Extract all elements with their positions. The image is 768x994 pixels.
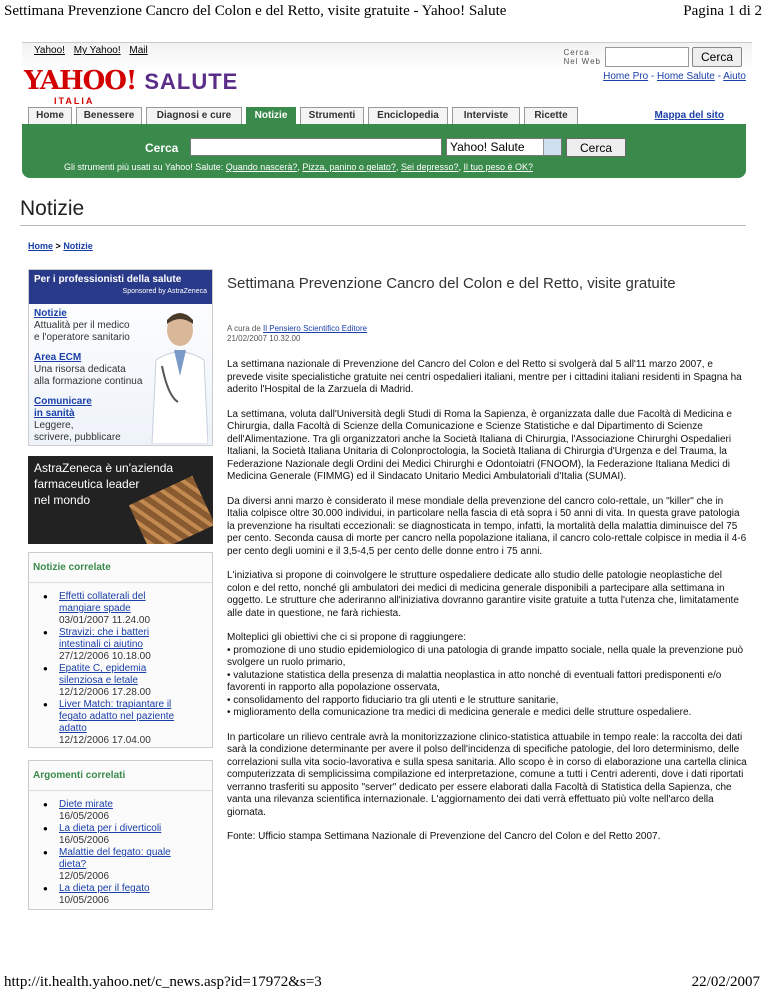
- related-news-box: [28, 552, 213, 748]
- tab-enciclopedia[interactable]: Enciclopedia: [368, 107, 448, 125]
- astrazeneca-ad[interactable]: AstraZeneca è un'azienda farmaceutica leader nel mondo: [28, 456, 213, 544]
- tab-notizie[interactable]: Notizie: [246, 107, 296, 125]
- print-footer: [0, 972, 768, 994]
- article-paragraph: Molteplici gli obiettivi che ci si propone di raggiungere: • promozione di uno studio epidemiologico di una patologia di grande impatto sociale, nella quale la prevenzione può svolgere un ruolo primario, • valutazione statistica della presenza di malattia neoplastica in atto nonché di eventuali fattori predisponenti e/o favorenti in rapporto alla popolazione osservata, • consolidamento del rapporto fiduciario tra gli utenti e le strutture sanitarie, • miglioramento della comunicazione tra medici di medicina generale e medici delle strutture ospedaliere.: [227, 632, 744, 718]
- print-title: Settimana Prevenzione Cancro del Colon e del Retto, visite gratuite - Yahoo! Salute: [4, 3, 507, 19]
- list-item: ● La dieta per il fegato 10/05/2006: [43, 883, 212, 907]
- list-item: ● Malattie del fegato: quale dieta? 12/05/2006: [43, 847, 212, 883]
- main-nav-tabs: [28, 107, 724, 125]
- quick-link-pizza[interactable]: Pizza, panino o gelato?: [302, 162, 396, 172]
- link-home-salute[interactable]: Home Salute: [657, 71, 715, 82]
- web-search: [563, 47, 742, 67]
- article-meta: A cura de Il Pensiero Scientifico Editore 21/02/2007 10.32.00: [227, 324, 368, 343]
- tab-ricette[interactable]: Ricette: [524, 107, 578, 125]
- title-divider: [20, 225, 746, 226]
- article-paragraph: Da diversi anni marzo è considerato il mese mondiale della prevenzione del cancro colo-rettale, un "killer" che in Italia colpisce oltre 30.000 individui, in particolare nella fascia di età sopra i 50 anni di vita. In questa grave patologia la prevenzione ha risultati eccezionali: se diagnosticata in tempo, infatti, la mortalità della malattia diminuisce del 75 per cento. Seconda causa di morte per cancro nella popolazione italiana, il cancro colo-rettale colpisce in media il 4-6 per cento degli uomini e il 3,5-4,5 per cento delle donne entro i 75 anni.: [227, 495, 747, 557]
- article-source: Fonte: Ufficio stampa Settimana Nazionale di Prevenzione del Cancro del Colon e del Retto 2007.: [227, 831, 661, 842]
- related-topics-title: Argomenti correlati: [29, 761, 212, 791]
- doctor-image: [148, 306, 208, 444]
- list-item: ● Liver Match: trapiantare il fegato adatto nel paziente adatto 12/12/2006 17.04.00: [43, 699, 212, 747]
- promo-header: Per i professionisti della salute Sponsored by AstraZeneca: [29, 270, 212, 304]
- salute-search-bar: [22, 124, 746, 178]
- print-date: 22/02/2007: [691, 974, 760, 990]
- search-label: Cerca: [145, 141, 179, 155]
- header-links: Home Pro - Home Salute - Aiuto: [603, 71, 746, 82]
- print-header: [0, 0, 768, 24]
- article-source-link[interactable]: Il Pensiero Scientifico Editore: [263, 324, 368, 333]
- promo-item-ecm: Area ECM Una risorsa dedicata alla formazione continua: [34, 352, 143, 387]
- article-title: Settimana Prevenzione Cancro del Colon e del Retto, visite gratuite: [227, 275, 676, 292]
- link-home-pro[interactable]: Home Pro: [603, 71, 649, 82]
- search-scope-select[interactable]: Yahoo! Salute: [446, 138, 562, 156]
- web-search-label: Cerca Nel Web: [563, 48, 601, 66]
- quick-link-peso[interactable]: Il tuo peso è OK?: [463, 162, 534, 172]
- link-aiuto[interactable]: Aiuto: [723, 71, 746, 82]
- related-topics-box: [28, 760, 213, 910]
- tab-benessere[interactable]: Benessere: [76, 107, 142, 125]
- related-news-title: Notizie correlate: [29, 553, 212, 583]
- toplink-mail[interactable]: Mail: [129, 45, 148, 56]
- article-paragraph: L'iniziativa si propone di coinvolgere le strutture ospedaliere dedicate allo studio delle patologie neoplastiche del colon e del retto, nonché gli ambulatori dei medici di medicina generale disponibili a partecipare alla settimana in oggetto. Le strutture che aderiranno all'iniziativa dovranno garantire visite gratuite a tutta l'utenza che, limitatamente alle date in questione, ne farà richiesta.: [227, 570, 739, 619]
- article-datetime: 21/02/2007 10.32.00: [227, 334, 301, 343]
- quick-link-depresso[interactable]: Sei depresso?: [400, 162, 459, 172]
- toplink-yahoo[interactable]: Yahoo!: [34, 45, 65, 56]
- breadcrumb-home[interactable]: Home: [28, 241, 54, 251]
- article-paragraph: In particolare un rilievo centrale avrà la monitorizzazione clinico-statistica attuabile in tempo reale: la raccolta dei dati sarà la condizione determinante per avere il polso dell'incidenza di specifiche patologie, del loro determinismo, delle correlazioni sulla vita socio-lavorativa e sulla spesa sanitaria. Allo scopo è in corso di elaborazione una cartella clinica computerizzata di semplicissima compilazione ed interpretazione, comune a tutti i Centri aderenti, dove i dati riportati verranno trasferiti su apposito "server" dedicato per essere elaborati dalla Facoltà di Statistica della Sapienza, che vanta una rilevanza scientifica internazionale. L'aggiornamento dei dati verrà effettuato più volte nell'arco della giornata.: [227, 731, 747, 818]
- web-search-button[interactable]: Cerca: [692, 47, 742, 67]
- tab-strumenti[interactable]: Strumenti: [300, 107, 364, 125]
- quick-link-quando-nascera[interactable]: Quando nascerà?: [225, 162, 298, 172]
- top-links: [34, 45, 154, 56]
- print-page-number: Pagina 1 di 2: [683, 3, 762, 19]
- sitemap-link[interactable]: Mappa del sito: [654, 110, 724, 121]
- list-item: ● Stravizi: che i batteri intestinali ci aiutino 27/12/2006 10.18.00: [43, 627, 212, 663]
- quick-tools: Gli strumenti più usati su Yahoo! Salute: Quando nascerà?, Pizza, panino o gelato?, Sei depresso?, Il tuo peso è OK?: [64, 162, 534, 172]
- logo-brand: YAHOO!: [24, 66, 137, 96]
- page-title: Notizie: [20, 197, 85, 220]
- promo-item-notizie: Notizie Attualità per il medico e l'operatore sanitario: [34, 308, 130, 343]
- article-paragraph: La settimana nazionale di Prevenzione del Cancro del Colon e del Retto si svolgerà dal 5 all'11 marzo 2007, e prevede visite specialistiche gratuite nei centri ospedalieri italiani, mentre per i cittadini italiani residenti in Spagna ha aderito l'Hospital de la Zarzuela di Madrid.: [227, 359, 742, 395]
- tab-home[interactable]: Home: [28, 107, 72, 125]
- breadcrumb-notizie[interactable]: Notizie: [63, 241, 93, 251]
- article-paragraph: La settimana, voluta dall'Università degli Studi di Roma la Sapienza, è organizzata dalle due Facoltà di Medicina e Chirurgia, dalla Facoltà di Scienze della Comunicazione e Scienze Statistiche e dal Dipartimento di Scienze dell'Alimentazione. Tra gli organizzatori anche la Società Italiana di Chirurgia, l'Associazione Chirurghi Ospedalieri Italiani, la Società Italiana Unitaria di Colonproctologia, la Società Italiana di Chirurgia d'Urgenza e del Trauma, la Federazione Nazionale degli Ordini dei Medici Chirurghi e Odontoiatri (FNOOM), la Federazione Italiana Medici di Medicina Generale (FIMMG) ed il Sindacato Unitario Medici Ambulatoriali d'Italia (SUMAI).: [227, 408, 732, 482]
- salute-search-input[interactable]: [190, 138, 442, 156]
- list-item: ● Epatite C, epidemia silenziosa e letale 12/12/2006 17.28.00: [43, 663, 212, 699]
- chevron-down-icon: [543, 139, 561, 155]
- professionals-promo[interactable]: [28, 269, 213, 446]
- print-url: http://it.health.yahoo.net/c_news.asp?id=17972&s=3: [4, 974, 322, 990]
- logo-section: SALUTE: [144, 69, 239, 94]
- list-item: ● Diete mirate 16/05/2006: [43, 799, 212, 823]
- breadcrumb: Home > Notizie: [28, 241, 93, 251]
- toplink-my-yahoo[interactable]: My Yahoo!: [73, 45, 121, 56]
- article-body: [227, 359, 747, 856]
- list-item: ● Effetti collaterali del mangiare spade 03/01/2007 11.24.00: [43, 591, 212, 627]
- web-search-input[interactable]: [605, 47, 689, 67]
- tab-diagnosi-e-cure[interactable]: Diagnosi e cure: [146, 107, 242, 125]
- logo-country: ITALIA: [54, 96, 95, 106]
- tab-interviste[interactable]: Interviste: [452, 107, 520, 125]
- yahoo-salute-logo[interactable]: [24, 66, 239, 106]
- promo-sponsor: Sponsored by AstraZeneca: [122, 288, 207, 295]
- promo-item-comunicare: Comunicare in sanità Leggere, scrivere, pubblicare: [34, 396, 121, 443]
- salute-search-button[interactable]: Cerca: [566, 138, 626, 157]
- list-item: ● La dieta per i diverticoli 16/05/2006: [43, 823, 212, 847]
